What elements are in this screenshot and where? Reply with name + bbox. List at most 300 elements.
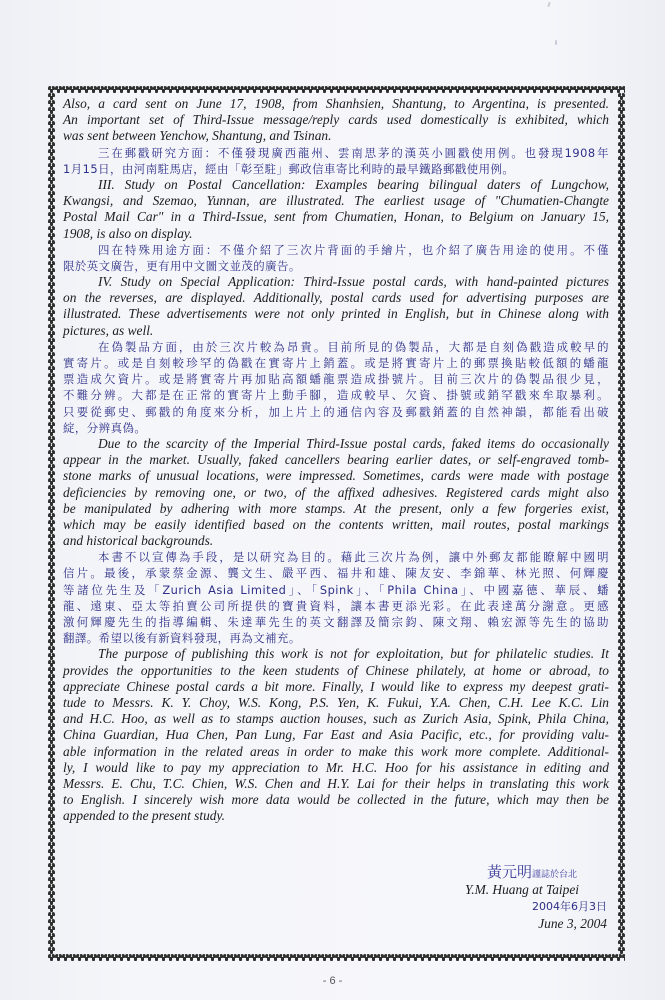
document-body — [63, 96, 609, 824]
bird-ornament-icon — [618, 506, 625, 513]
bird-ornament-icon — [48, 653, 55, 660]
text-line: 翻譯。希望以後有新資料發現，再為文補充。 — [63, 631, 301, 646]
bird-ornament-icon — [48, 877, 55, 884]
bird-ornament-icon — [48, 205, 55, 212]
bird-ornament-icon — [48, 681, 55, 688]
bird-ornament-icon — [618, 583, 625, 590]
bird-ornament-icon — [48, 828, 55, 835]
bird-ornament-icon — [618, 842, 625, 849]
bird-ornament-icon — [48, 303, 55, 310]
bird-ornament-icon — [618, 352, 625, 359]
bird-ornament-icon — [618, 681, 625, 688]
text-line: 不難分辨。大都是在正常的實寄片上動手腳，造成較早、欠資、掛號或銷罕戳來牟取暴利。 — [63, 388, 609, 403]
bird-ornament-icon — [48, 408, 55, 415]
bird-ornament-icon — [618, 926, 625, 933]
bird-ornament-icon — [618, 513, 625, 520]
bird-ornament-icon — [48, 135, 55, 142]
bird-ornament-icon — [48, 324, 55, 331]
bird-ornament-icon — [618, 912, 625, 919]
bird-ornament-icon — [48, 709, 55, 716]
bird-ornament-icon — [48, 555, 55, 562]
bird-ornament-icon — [618, 359, 625, 366]
bird-ornament-icon — [48, 919, 55, 926]
bird-ornament-icon — [618, 324, 625, 331]
bird-ornament-icon — [618, 149, 625, 156]
text-line: 本書不以宣傳為手段，是以研究為目的。藉此三次片為例，讓中外郵友都能瞭解中國明 — [98, 550, 609, 565]
bird-ornament-icon — [618, 674, 625, 681]
bird-ornament-icon — [618, 107, 625, 114]
bird-ornament-icon — [618, 660, 625, 667]
bird-ornament-icon — [48, 275, 55, 282]
bird-ornament-icon — [48, 436, 55, 443]
bird-ornament-icon — [48, 289, 55, 296]
bird-ornament-icon — [48, 667, 55, 674]
bird-ornament-icon — [618, 947, 625, 954]
bird-ornament-icon — [48, 156, 55, 163]
bird-ornament-icon — [618, 891, 625, 898]
bird-ornament-icon — [48, 219, 55, 226]
bird-ornament-icon — [618, 527, 625, 534]
bird-ornament-icon — [48, 611, 55, 618]
bird-ornament-icon — [48, 422, 55, 429]
bird-ornament-icon — [622, 954, 625, 961]
bird-ornament-icon — [48, 380, 55, 387]
bird-ornament-icon — [48, 933, 55, 940]
bird-ornament-icon — [48, 842, 55, 849]
bird-ornament-icon — [618, 905, 625, 912]
bird-ornament-icon — [618, 877, 625, 884]
text-line: able information in the related areas in order to make this work more complete. Additional- — [63, 743, 609, 759]
bird-ornament-icon — [48, 247, 55, 254]
bird-ornament-icon — [48, 856, 55, 863]
bird-ornament-icon — [618, 744, 625, 751]
bird-ornament-icon — [48, 254, 55, 261]
bird-ornament-icon — [618, 268, 625, 275]
border-right — [618, 93, 625, 954]
bird-ornament-icon — [48, 163, 55, 170]
text-line: China Guardian, Hua Chen, Pan Lung, Far East and Asia Pacific, etc., for providing valu- — [63, 727, 609, 743]
bird-ornament-icon — [618, 723, 625, 730]
bird-ornament-icon — [48, 835, 55, 842]
date-zh: 2004年6月3日 — [532, 900, 607, 913]
bird-ornament-icon — [48, 765, 55, 772]
bird-ornament-icon — [48, 177, 55, 184]
bird-ornament-icon — [618, 296, 625, 303]
bird-ornament-icon — [48, 282, 55, 289]
text-line: Postal Mail Car" in a Third-Issue, sent from Chumatien, Honan, to Belgium on January 15, — [63, 209, 609, 225]
bird-ornament-icon — [618, 275, 625, 282]
bird-ornament-icon — [618, 940, 625, 947]
bird-ornament-icon — [618, 898, 625, 905]
bird-ornament-icon — [618, 590, 625, 597]
bird-ornament-icon — [618, 849, 625, 856]
bird-ornament-icon — [618, 163, 625, 170]
bird-ornament-icon — [48, 198, 55, 205]
bird-ornament-icon — [618, 737, 625, 744]
bird-ornament-icon — [48, 492, 55, 499]
bird-ornament-icon — [48, 947, 55, 954]
text-line: 激何輝慶先生的指導編輯、朱達華先生的英文翻譯及簡宗鈞、陳文翔、賴宏源等先生的協助 — [63, 615, 609, 629]
bird-ornament-icon — [48, 226, 55, 233]
bird-ornament-icon — [48, 688, 55, 695]
bird-ornament-icon — [48, 296, 55, 303]
bird-ornament-icon — [618, 919, 625, 926]
bird-ornament-icon — [618, 492, 625, 499]
text-line: stone marks of unusual locations, were impressed. Sometimes, cards were made with postage — [63, 468, 609, 484]
bird-ornament-icon — [48, 737, 55, 744]
bird-ornament-icon — [618, 331, 625, 338]
text-line: 限於英文廣告，更有用中文圖文並茂的廣告。 — [63, 258, 301, 273]
bird-ornament-icon — [618, 772, 625, 779]
text-line: Also, a card sent on June 17, 1908, from Shanhsien, Shantung, to Argentina, is presented. — [63, 96, 609, 111]
bird-ornament-icon — [618, 646, 625, 653]
page-number: - 6 - — [322, 975, 343, 987]
bird-ornament-icon — [618, 233, 625, 240]
bird-ornament-icon — [48, 772, 55, 779]
paragraph-chinese — [63, 145, 609, 177]
bird-ornament-icon — [48, 268, 55, 275]
bird-ornament-icon — [618, 478, 625, 485]
bird-ornament-icon — [48, 506, 55, 513]
bird-ornament-icon — [48, 618, 55, 625]
bird-ornament-icon — [618, 485, 625, 492]
bird-ornament-icon — [48, 310, 55, 317]
text-line: ly, I would like to pay my appreciation to Mr. H.C. Hoo for his assistance in editing and — [63, 759, 609, 775]
bird-ornament-icon — [48, 149, 55, 156]
bird-ornament-icon — [48, 373, 55, 380]
bird-ornament-icon — [48, 394, 55, 401]
text-line: deficiencies by removing one, or two, of the affixed adhesives. Registered cards might also — [63, 484, 609, 500]
bird-ornament-icon — [48, 660, 55, 667]
bird-ornament-icon — [48, 597, 55, 604]
bird-ornament-icon — [618, 198, 625, 205]
bird-ornament-icon — [618, 135, 625, 142]
bird-ornament-icon — [618, 688, 625, 695]
text-line: III. Study on Postal Cancellation: Examples bearing bilingual daters of Lungchow, — [98, 176, 609, 192]
text-line: 1908, is also on display. — [63, 225, 193, 241]
bird-ornament-icon — [622, 86, 625, 93]
bird-ornament-icon — [48, 807, 55, 814]
bird-ornament-icon — [48, 863, 55, 870]
bird-ornament-icon — [618, 611, 625, 618]
bird-ornament-icon — [48, 170, 55, 177]
bird-ornament-icon — [618, 408, 625, 415]
bird-ornament-icon — [48, 478, 55, 485]
bird-ornament-icon — [48, 527, 55, 534]
bird-ornament-icon — [48, 457, 55, 464]
text-line: 信片。最後，承蒙蔡金源、龔文生、嚴平西、福井和雄、陳友安、李錦華、林光照、何輝慶 — [63, 566, 609, 581]
bird-ornament-icon — [48, 443, 55, 450]
bird-ornament-icon — [618, 604, 625, 611]
bird-ornament-icon — [48, 751, 55, 758]
bird-ornament-icon — [618, 541, 625, 548]
text-line: pictures, as well. — [63, 322, 154, 338]
bird-ornament-icon — [48, 450, 55, 457]
bird-ornament-icon — [618, 205, 625, 212]
signature-block — [465, 863, 607, 932]
signature-chinese — [465, 863, 577, 881]
bird-ornament-icon — [618, 786, 625, 793]
bird-ornament-icon — [618, 639, 625, 646]
bird-ornament-icon — [618, 884, 625, 891]
bird-ornament-icon — [618, 380, 625, 387]
bird-ornament-icon — [618, 667, 625, 674]
text-line: tude to Messrs. K. Y. Choy, W.S. Kong, P.S. Yen, K. Fukui, Y.A. Chen, C.H. Lee K.C. Lin — [63, 694, 609, 710]
text-line: 在偽製品方面，由於三次片較為昂貴。目前所見的偽製品，大都是自刻偽戳造成較早的 — [98, 339, 609, 354]
bird-ornament-icon — [48, 849, 55, 856]
bird-ornament-icon — [48, 632, 55, 639]
text-line: 龍、遠東、亞太等拍賣公司所提供的寶貴資料，讓本書更添光彩。在此表達萬分謝意。更感 — [63, 598, 609, 613]
text-line: Due to the scarcity of the Imperial Third-Issue postal cards, faked items do occasionally — [98, 435, 609, 451]
bird-ornament-icon — [618, 415, 625, 422]
bird-ornament-icon — [618, 303, 625, 310]
bird-ornament-icon — [618, 548, 625, 555]
bird-ornament-icon — [618, 555, 625, 562]
bird-ornament-icon — [618, 373, 625, 380]
bird-ornament-icon — [48, 100, 55, 107]
text-line: The purpose of publishing this work is not for exploitation, but for philatelic studies. It — [98, 646, 609, 662]
bird-ornament-icon — [48, 261, 55, 268]
bird-ornament-icon — [48, 93, 55, 100]
bird-ornament-icon — [48, 779, 55, 786]
bird-ornament-icon — [618, 576, 625, 583]
paragraph-chinese — [63, 339, 609, 436]
scan-speck — [547, 2, 551, 7]
bird-ornament-icon — [618, 226, 625, 233]
border-top — [48, 86, 625, 93]
bird-ornament-icon — [618, 240, 625, 247]
text-line: 只要從郵史、郵戳的角度來分析，加上片上的通信內容及郵戳銷蓋的自然神韻，都能看出破 — [63, 404, 609, 419]
bird-ornament-icon — [618, 450, 625, 457]
text-line: Kwangsi, and Szemao, Yunnan, are illustrated. The earliest usage of "Chumatien-Changte — [63, 193, 609, 209]
bird-ornament-icon — [618, 184, 625, 191]
bird-ornament-icon — [48, 702, 55, 709]
bird-ornament-icon — [48, 884, 55, 891]
bird-ornament-icon — [618, 821, 625, 828]
bird-ornament-icon — [618, 709, 625, 716]
bird-ornament-icon — [48, 107, 55, 114]
paragraph-english — [63, 177, 609, 242]
bird-ornament-icon — [48, 639, 55, 646]
bird-ornament-icon — [618, 177, 625, 184]
bird-ornament-icon — [48, 562, 55, 569]
bird-ornament-icon — [48, 646, 55, 653]
bird-ornament-icon — [618, 156, 625, 163]
text-line: An important set of Third-Issue message/reply cards used domestically is exhibited, which — [63, 112, 609, 128]
bird-ornament-icon — [618, 716, 625, 723]
author-name-en: Y.M. Huang at Taipei — [465, 882, 579, 897]
text-line: 票造成欠資片。或是將實寄片再加貼高額蟠龍票造成掛號片。目前三次片的偽製品很少見， — [63, 372, 609, 387]
bird-ornament-icon — [618, 751, 625, 758]
bird-ornament-icon — [48, 905, 55, 912]
bird-ornament-icon — [618, 394, 625, 401]
bird-ornament-icon — [618, 443, 625, 450]
bird-ornament-icon — [618, 870, 625, 877]
bird-ornament-icon — [48, 359, 55, 366]
text-line: and H.C. Hoo, as well as to stamps auction houses, such as Zurich Asia, Spink, Phila China, — [63, 711, 609, 727]
bird-ornament-icon — [48, 191, 55, 198]
bird-ornament-icon — [48, 128, 55, 135]
bird-ornament-icon — [48, 604, 55, 611]
bird-ornament-icon — [618, 436, 625, 443]
bird-ornament-icon — [48, 233, 55, 240]
paragraph-english — [63, 646, 609, 824]
bird-ornament-icon — [48, 352, 55, 359]
bird-ornament-icon — [618, 142, 625, 149]
bird-ornament-icon — [618, 261, 625, 268]
bird-ornament-icon — [618, 695, 625, 702]
bird-ornament-icon — [618, 191, 625, 198]
bird-ornament-icon — [618, 254, 625, 261]
bird-ornament-icon — [618, 401, 625, 408]
paragraph-english — [63, 96, 609, 145]
bird-ornament-icon — [618, 219, 625, 226]
bird-ornament-icon — [618, 779, 625, 786]
bird-ornament-icon — [618, 128, 625, 135]
bird-ornament-icon — [618, 170, 625, 177]
bird-ornament-icon — [618, 499, 625, 506]
bird-ornament-icon — [618, 793, 625, 800]
bird-ornament-icon — [618, 653, 625, 660]
bird-ornament-icon — [618, 457, 625, 464]
bird-ornament-icon — [618, 464, 625, 471]
bird-ornament-icon — [48, 800, 55, 807]
bird-ornament-icon — [618, 317, 625, 324]
text-line: be manipulated by adhering with more stamps. At the present, only a few forgeries exist, — [63, 500, 609, 516]
text-line: provides the opportunities to the keen students of Chinese philately, at home or abroad, to — [63, 662, 609, 678]
bird-ornament-icon — [48, 212, 55, 219]
bird-ornament-icon — [48, 716, 55, 723]
bird-ornament-icon — [618, 471, 625, 478]
bird-ornament-icon — [618, 758, 625, 765]
bird-ornament-icon — [618, 800, 625, 807]
bird-ornament-icon — [618, 569, 625, 576]
bird-ornament-icon — [618, 387, 625, 394]
bird-ornament-icon — [618, 835, 625, 842]
bird-ornament-icon — [618, 814, 625, 821]
bird-ornament-icon — [48, 793, 55, 800]
bird-ornament-icon — [618, 597, 625, 604]
bird-ornament-icon — [48, 534, 55, 541]
bird-ornament-icon — [48, 485, 55, 492]
bird-ornament-icon — [48, 338, 55, 345]
bird-ornament-icon — [48, 926, 55, 933]
bird-ornament-icon — [48, 674, 55, 681]
bird-ornament-icon — [618, 366, 625, 373]
text-line: appear in the market. Usually, faked cancellers bearing earlier dates, or self-engraved tomb- — [63, 452, 609, 468]
text-line: 1月15日，由河南駐馬店，經由「彰至駐」郵政信車寄比利時的最早鐵路郵戳使用例。 — [63, 161, 515, 176]
bird-ornament-icon — [48, 513, 55, 520]
bird-ornament-icon — [48, 569, 55, 576]
bird-ornament-icon — [618, 618, 625, 625]
bird-ornament-icon — [48, 744, 55, 751]
text-line: 綻，分辨真偽。 — [63, 420, 147, 435]
scan-speck — [555, 40, 557, 45]
bird-ornament-icon — [48, 912, 55, 919]
bird-ornament-icon — [48, 576, 55, 583]
text-line: IV. Study on Special Application: Third-Issue postal cards, with hand-painted pictures — [98, 274, 609, 290]
bird-ornament-icon — [48, 520, 55, 527]
bird-ornament-icon — [618, 730, 625, 737]
bird-ornament-icon — [618, 114, 625, 121]
bird-ornament-icon — [618, 632, 625, 639]
bird-ornament-icon — [48, 590, 55, 597]
bird-ornament-icon — [48, 345, 55, 352]
bird-ornament-icon — [618, 863, 625, 870]
bird-ornament-icon — [48, 940, 55, 947]
bird-ornament-icon — [618, 422, 625, 429]
text-line: 三在郵戳研究方面：不僅發現廣西龍州、雲南思茅的漢英小圓戳使用例。也發現1908年 — [98, 145, 609, 160]
bird-ornament-icon — [618, 247, 625, 254]
bird-ornament-icon — [48, 695, 55, 702]
bird-ornament-icon — [618, 562, 625, 569]
bird-ornament-icon — [48, 730, 55, 737]
bird-ornament-icon — [618, 765, 625, 772]
bird-ornament-icon — [48, 541, 55, 548]
bird-ornament-icon — [48, 387, 55, 394]
bird-ornament-icon — [48, 401, 55, 408]
text-line: 等諸位先生及「Zurich Asia Limited」、「Spink」、「Phila China」、中國嘉德、華辰、蟠 — [63, 582, 609, 597]
bird-ornament-icon — [618, 933, 625, 940]
bird-ornament-icon — [48, 758, 55, 765]
bird-ornament-icon — [48, 891, 55, 898]
bird-ornament-icon — [618, 282, 625, 289]
text-line: and historical backgrounds. — [63, 533, 214, 549]
bird-ornament-icon — [618, 100, 625, 107]
author-name-zh: 黃元明 — [486, 863, 532, 881]
bird-ornament-icon — [48, 548, 55, 555]
bird-ornament-icon — [48, 625, 55, 632]
bird-ornament-icon — [618, 807, 625, 814]
bird-ornament-icon — [48, 786, 55, 793]
text-line: 四在特殊用途方面：不僅介紹了三次片背面的手繪片，也介紹了廣告用途的使用。不僅 — [98, 242, 609, 257]
date-en: June 3, 2004 — [538, 916, 607, 931]
bird-ornament-icon — [618, 121, 625, 128]
paragraph-chinese — [63, 242, 609, 274]
bird-ornament-icon — [48, 184, 55, 191]
bird-ornament-icon — [48, 429, 55, 436]
bird-ornament-icon — [618, 338, 625, 345]
text-line: 實寄片。或是自刻較珍罕的偽戳在實寄片上銷蓋。或是將實寄片上的郵票換貼較低額的蟠龍 — [63, 356, 609, 370]
bird-ornament-icon — [48, 464, 55, 471]
text-line: illustrated. These advertisements were not only printed in English, but in Chinese along with — [63, 306, 609, 322]
paragraph-chinese — [63, 549, 609, 646]
bird-ornament-icon — [48, 142, 55, 149]
text-line: Messrs. E. Chu, T.C. Chien, W.S. Chen and H.Y. Lai for their helps in translating this work — [63, 775, 609, 791]
bird-ornament-icon — [618, 856, 625, 863]
bird-ornament-icon — [618, 212, 625, 219]
bird-ornament-icon — [48, 114, 55, 121]
paragraph-english — [63, 436, 609, 549]
bird-ornament-icon — [618, 520, 625, 527]
bird-ornament-icon — [48, 415, 55, 422]
bird-ornament-icon — [48, 317, 55, 324]
bird-ornament-icon — [48, 240, 55, 247]
paragraph-english — [63, 274, 609, 339]
border-bottom — [48, 954, 625, 961]
bird-ornament-icon — [618, 93, 625, 100]
border-left — [48, 93, 55, 954]
bird-ornament-icon — [48, 331, 55, 338]
text-line: was sent between Yenchow, Shantung, and Tsinan. — [63, 128, 332, 144]
bird-ornament-icon — [48, 870, 55, 877]
bird-ornament-icon — [48, 814, 55, 821]
bird-ornament-icon — [618, 310, 625, 317]
text-line: to English. I sincerely wish more data would be collected in the future, which may then be — [63, 792, 609, 808]
bird-ornament-icon — [48, 898, 55, 905]
bird-ornament-icon — [48, 471, 55, 478]
text-line: appreciate Chinese postal cards a bit more. Finally, I would like to express my deepest grati- — [63, 678, 609, 694]
